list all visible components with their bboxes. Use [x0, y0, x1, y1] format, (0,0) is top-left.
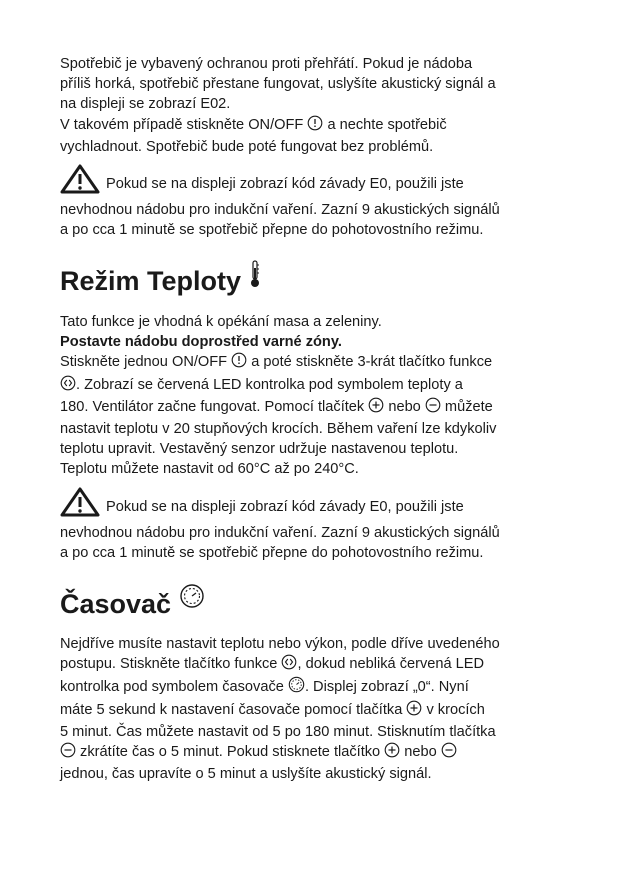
minus-icon	[425, 397, 441, 419]
text-line: nevhodnou nádobu pro indukční vaření. Zazní 9 akustických signálů	[60, 525, 500, 542]
text-fragment: Pokud se na displeji zobrazí kód závady E0, použili jste	[106, 499, 464, 515]
minus-icon	[441, 742, 457, 764]
text-fragment: nebo	[400, 744, 437, 761]
function-icon	[60, 375, 76, 397]
power-icon	[307, 115, 323, 137]
plus-icon	[384, 742, 400, 764]
timer-icon	[288, 676, 305, 699]
title-text: Režim Teploty	[60, 266, 242, 296]
text-fragment: zkrátíte čas o 5 minut. Pokud stisknete tlačítko	[76, 744, 381, 761]
text-fragment: máte 5 sekund k nastavení časovače pomocí tlačítka	[60, 701, 403, 718]
text-fragment: a poté stiskněte 3-krát tlačítko funkce	[247, 354, 493, 371]
warning-icon	[60, 164, 100, 200]
text-fragment: postupu. Stiskněte tlačítko funkce	[60, 656, 278, 673]
text-fragment: Pokud se na displeji zobrazí kód závady E0, použili jste	[106, 176, 464, 192]
timer-paragraph	[60, 634, 570, 784]
text-line: Spotřebič je vybavený ochranou proti přehřátí. Pokud je nádoba	[60, 56, 473, 72]
warning-paragraph	[60, 164, 570, 241]
overheat-paragraph	[60, 54, 570, 157]
text-line: jednou, čas upravíte o 5 minut a uslyšíte akustický signál.	[60, 766, 432, 783]
text-fragment: v krocích	[422, 701, 485, 718]
text-line	[60, 397, 570, 419]
timer-icon	[179, 583, 205, 616]
text-line: na displeji se zobrazí E02.	[60, 96, 231, 113]
text-line: a po cca 1 minutě se spotřebič přepne do pohotovostního režimu.	[60, 545, 484, 562]
text-fragment: nebo	[384, 398, 421, 415]
text-line	[60, 676, 570, 699]
text-line: příliš horká, spotřebič přestane fungovat, uslyšíte akustický signál a	[60, 76, 496, 93]
function-icon	[281, 654, 297, 676]
temperature-paragraph	[60, 312, 570, 480]
title-text: Časovač	[60, 589, 172, 619]
text-line	[60, 654, 570, 676]
text-line	[60, 115, 570, 137]
minus-icon	[60, 742, 76, 764]
text-line: vychladnout. Spotřebič bude poté fungovat bez problémů.	[60, 138, 434, 155]
text-fragment: Stiskněte jednou ON/OFF	[60, 354, 228, 371]
text-line	[60, 742, 570, 764]
text-line: teplotu upravit. Vestavěný senzor udržuje nastavenou teplotu.	[60, 441, 459, 458]
text-line: a po cca 1 minutě se spotřebič přepne do pohotovostního režimu.	[60, 222, 484, 239]
text-line	[60, 487, 570, 523]
plus-icon	[368, 397, 384, 419]
text-line	[60, 700, 570, 722]
text-fragment: a nechte spotřebič	[323, 116, 447, 133]
text-fragment: , dokud nebliká červená LED	[297, 656, 485, 673]
warning-icon	[60, 487, 100, 523]
power-icon	[231, 352, 247, 374]
text-line: 5 minut. Čas můžete nastavit od 5 po 180 minut. Stisknutím tlačítka	[60, 723, 496, 740]
text-fragment: V takovém případě stiskněte ON/OFF	[60, 116, 304, 133]
text-line	[60, 164, 570, 200]
text-fragment: 180. Ventilátor začne fungovat. Pomocí tlačítek	[60, 398, 365, 415]
warning-paragraph	[60, 487, 570, 564]
text-line	[60, 352, 570, 374]
section-title-timer	[60, 583, 205, 620]
text-line-bold: Postavte nádobu doprostřed varné zóny.	[60, 334, 342, 351]
text-line	[60, 375, 570, 397]
text-line: Tato funkce je vhodná k opékání masa a zeleniny.	[60, 314, 382, 330]
section-title-temperature	[60, 260, 261, 297]
text-line: Teplotu můžete nastavit od 60°C až po 240°C.	[60, 461, 359, 478]
text-line: nastavit teplotu v 20 stupňových krocích. Během vaření lze kdykoliv	[60, 421, 497, 438]
text-fragment: . Displej zobrazí „0“. Nyní	[304, 679, 469, 696]
text-line: nevhodnou nádobu pro indukční vaření. Zazní 9 akustických signálů	[60, 202, 500, 219]
plus-icon	[406, 700, 422, 722]
thermometer-icon	[249, 260, 261, 295]
text-fragment: můžete	[440, 398, 493, 415]
text-fragment: . Zobrazí se červená LED kontrolka pod symbolem teploty a	[76, 376, 463, 393]
text-line: Nejdříve musíte nastavit teplotu nebo výkon, podle dříve uvedeného	[60, 636, 500, 652]
text-fragment: kontrolka pod symbolem časovače	[60, 679, 284, 696]
